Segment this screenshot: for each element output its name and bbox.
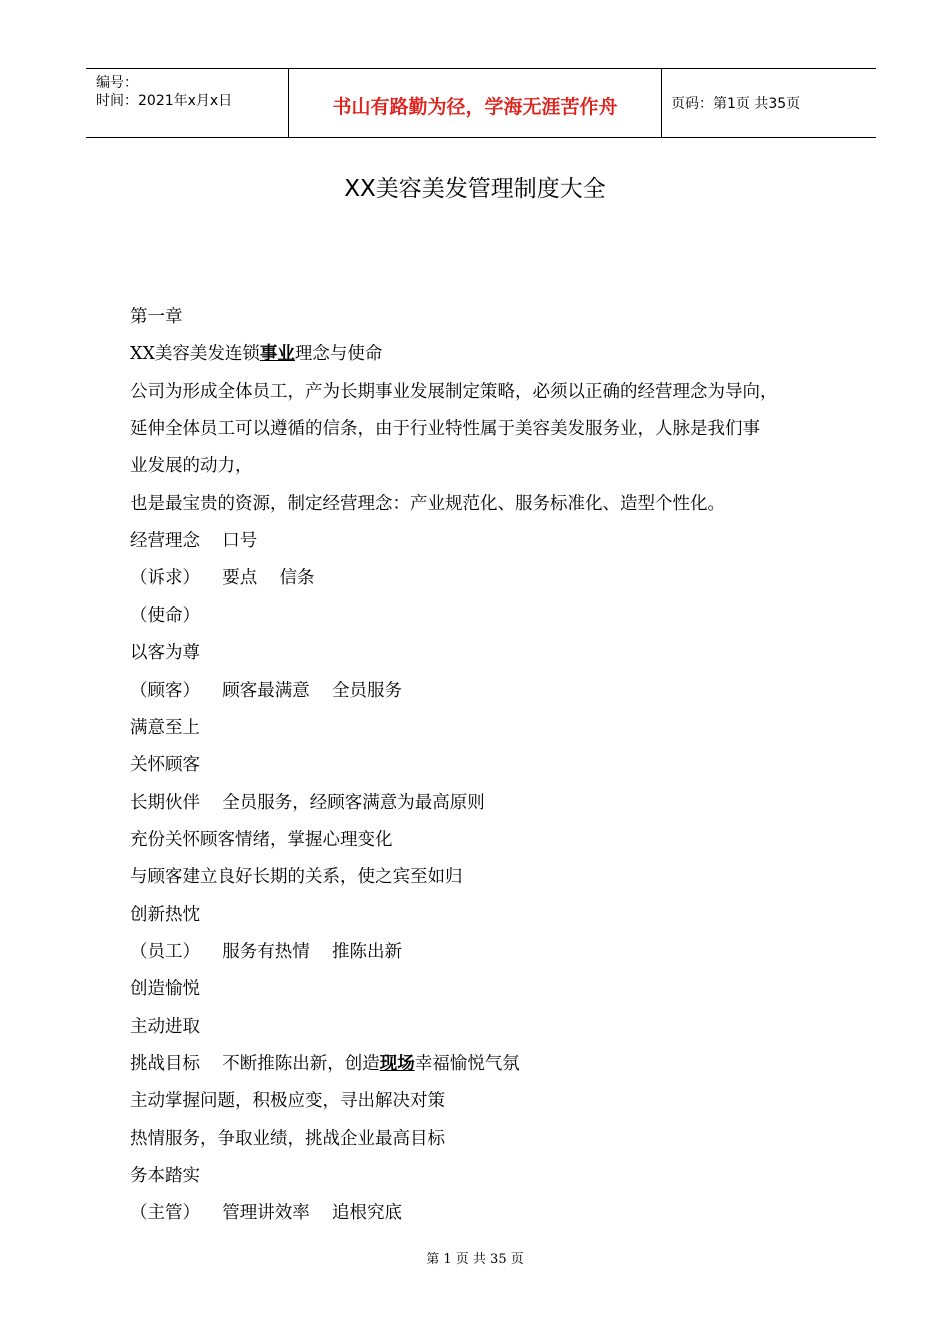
body-line-text: 理念与使命	[294, 344, 383, 365]
body-line: （主管） 管理讲效率 追根究底	[130, 1203, 403, 1224]
body-line: 创新热忱	[130, 904, 200, 925]
body-line: 充份关怀顾客情绪，掌握心理变化	[130, 829, 393, 850]
emphasized-term: 事业	[259, 344, 295, 365]
body-line: 公司为形成全体员工，产为长期事业发展制定策略，必须以正确的经营理念为导向，	[130, 381, 778, 402]
body-line: （诉求） 要点 信条	[130, 568, 315, 589]
body-line: 务本踏实	[130, 1166, 200, 1187]
body-line-text: 挑战目标 不断推陈出新，创造	[130, 1054, 380, 1074]
body-line: 热情服务，争取业绩，挑战企业最高目标	[130, 1128, 445, 1149]
body-line: 创造愉悦	[130, 979, 200, 1000]
body-line: 以客为尊	[130, 643, 200, 664]
body-line: 业发展的动力，	[130, 456, 253, 477]
body-line: 主动掌握问题，积极应变，寻出解决对策	[130, 1091, 445, 1112]
body-line: 长期伙伴 全员服务，经顾客满意为最高原则	[130, 792, 485, 813]
document-number-label: 编号：	[96, 75, 138, 91]
document-header	[86, 68, 876, 138]
document-time-label: 时间：2021年x月x日	[96, 93, 233, 109]
body-line: （员工） 服务有热情 推陈出新	[130, 941, 403, 962]
header-page-cell	[661, 69, 876, 137]
body-line: 满意至上	[130, 717, 200, 738]
body-line	[130, 342, 382, 366]
body-line: （使命）	[130, 605, 200, 626]
body-line: 关怀顾客	[130, 755, 200, 776]
body-line: 主动进取	[130, 1016, 200, 1037]
body-line-text: XX美容美发连锁	[130, 344, 260, 365]
header-motto-cell	[288, 69, 662, 137]
body-line	[130, 1052, 520, 1076]
header-page-code: 页码：第1页 共35页	[671, 96, 801, 112]
body-line: 与顾客建立良好长期的关系，使之宾至如归	[130, 867, 463, 888]
emphasized-term: 现场	[379, 1054, 415, 1074]
header-motto: 书山有路勤为径，学海无涯苦作舟	[332, 96, 618, 118]
document-title: XX美容美发管理制度大全	[344, 176, 606, 202]
page-footer: 第 1 页 共 35 页	[426, 1252, 524, 1267]
body-line: 第一章	[130, 307, 183, 327]
body-line: （顾客） 顾客最满意 全员服务	[130, 680, 403, 701]
body-line: 延伸全体员工可以遵循的信条，由于行业特性属于美容美发服务业，人脉是我们事	[130, 419, 760, 440]
header-left-cell	[86, 69, 288, 137]
body-line-text: 幸福愉悦气氛	[414, 1054, 520, 1074]
body-line: 经营理念 口号	[130, 531, 258, 552]
body-line: 也是最宝贵的资源，制定经营理念：产业规范化、服务标准化、造型个性化。	[130, 493, 725, 514]
